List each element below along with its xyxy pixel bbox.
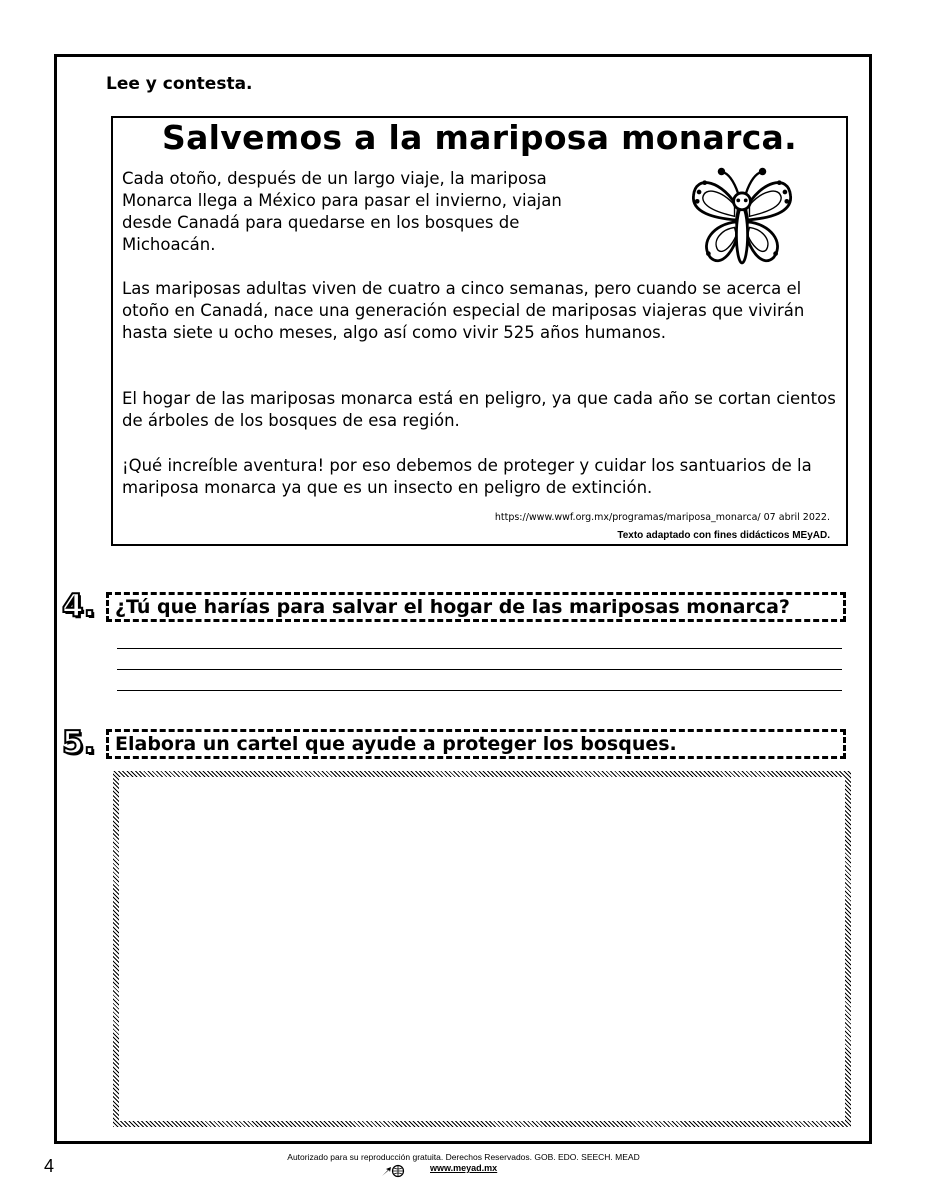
poster-drawing-area[interactable] — [113, 771, 851, 1127]
question-4-box — [106, 592, 846, 622]
question-5-box — [106, 729, 846, 759]
reading-title: Salvemos a la mariposa monarca. — [162, 118, 797, 157]
reading-paragraph-4: ¡Qué increíble aventura! por eso debemos de proteger y cuidar los santuarios de la mariposa monarca ya que es un insecto en peligro de extinción. — [122, 456, 812, 497]
reading-box — [111, 116, 848, 546]
poster-drawing-surface[interactable] — [119, 777, 845, 1121]
globe-icon — [380, 1164, 408, 1178]
source-credit: Texto adaptado con fines didácticos MEyAD. — [617, 530, 830, 541]
butterfly-icon — [686, 164, 798, 276]
source-url: https://www.wwf.org.mx/programas/mariposa_monarca/ 07 abril 2022. — [494, 512, 830, 523]
question-5-number: 5. — [62, 725, 96, 761]
question-5-text: Elabora un cartel que ayude a proteger los bosques. — [115, 733, 677, 755]
website-link[interactable]: www.meyad.mx — [430, 1163, 498, 1173]
answer-line-3[interactable] — [117, 690, 842, 691]
footer-copyright: Autorizado para su reproducción gratuita. Derechos Reservados. GOB. EDO. SEECH. MEAD — [287, 1152, 640, 1162]
question-4-number: 4. — [62, 588, 96, 624]
page-number: 4 — [44, 1156, 55, 1176]
answer-line-1[interactable] — [117, 648, 842, 649]
question-4-text: ¿Tú que harías para salvar el hogar de las mariposas monarca? — [115, 596, 790, 618]
footer-website[interactable] — [380, 1163, 540, 1179]
reading-paragraph-3: El hogar de las mariposas monarca está en peligro, ya que cada año se cortan cientos de árboles de los bosques de esa región. — [122, 389, 836, 430]
answer-line-2[interactable] — [117, 669, 842, 670]
instruction-text: Lee y contesta. — [106, 74, 253, 94]
reading-paragraph-2: Las mariposas adultas viven de cuatro a cinco semanas, pero cuando se acerca el otoño en Canadá, nace una generación especial de mariposas viajeras que vivirán hasta siete u ocho meses, algo así como vivir 525 años humanos. — [122, 279, 805, 342]
reading-paragraph-1: Cada otoño, después de un largo viaje, la mariposa Monarca llega a México para pasar el invierno, viajan desde Canadá para quedarse en los bosques de Michoacán. — [122, 169, 562, 254]
